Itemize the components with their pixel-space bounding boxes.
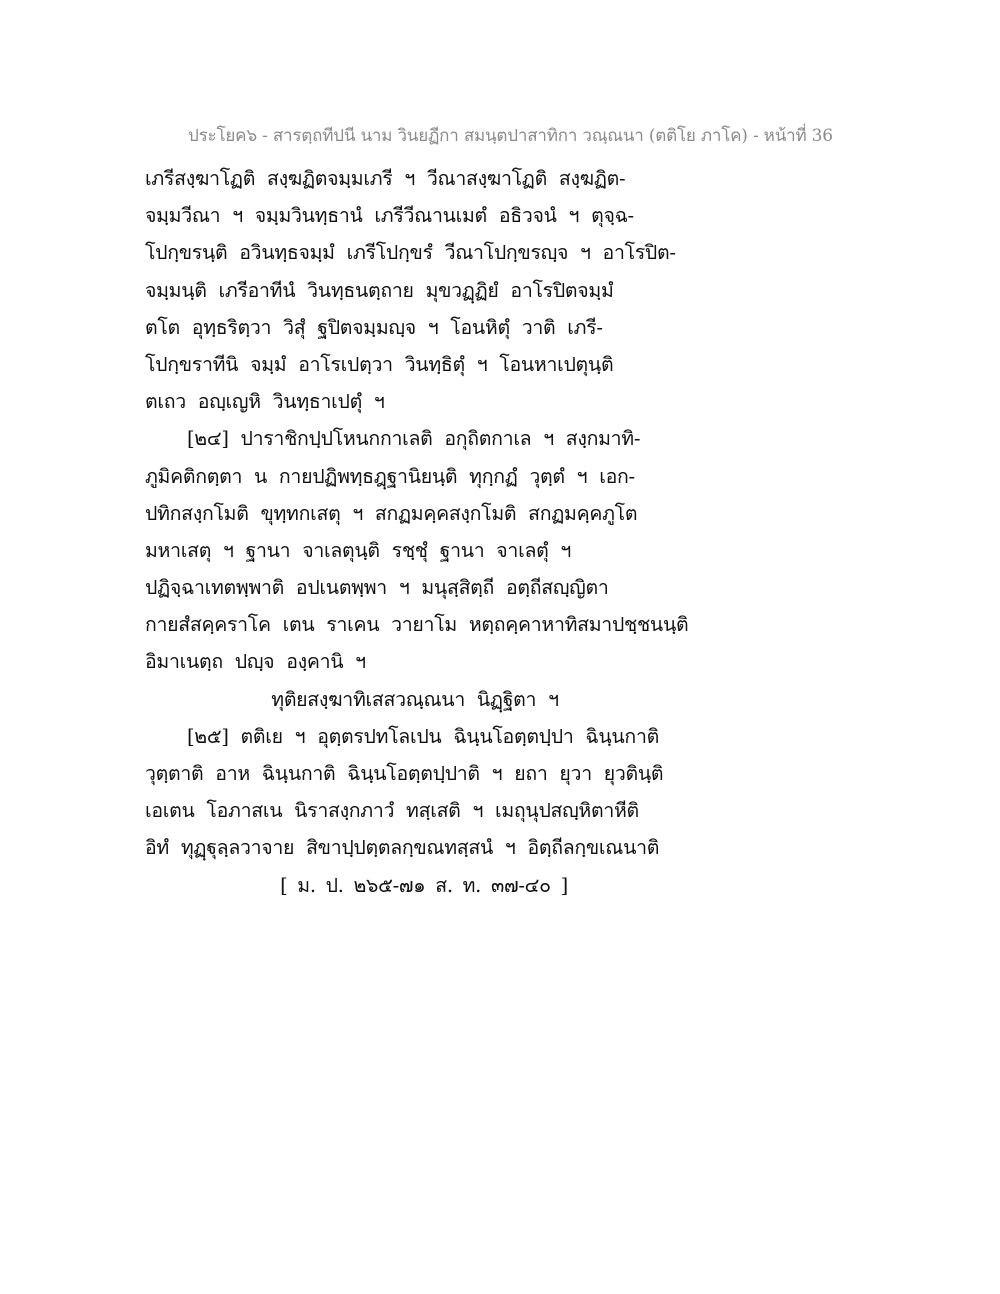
paragraph-24-start: [๒๔] ปาราชิกปฺปโหนกกาเลติ อกุถิตกาเล ฯ สงฺกมาทิ-: [187, 427, 641, 451]
text-line: จมฺมวีณา ฯ จมฺมวินทฺธานํ เภรีวีณานเมตํ อธิวจนํ ฯ ตุจฺฉ-: [145, 204, 634, 228]
page-reference: [ ม. ป. ๒๖๕-๗๑ ส. ท. ๓๗-๔๐ ]: [280, 873, 568, 897]
paragraph-25-start: [๒๕] ตติเย ฯ อุตฺตรปทโลเปน ฉินฺนโอตฺตปฺปา ฉินฺนกาติ: [187, 724, 659, 748]
text-line: วุตฺตาติ อาห ฉินฺนกาติ ฉินฺนโอตฺตปฺปาติ ฯ ยถา ยุวา ยุวตินฺติ: [145, 762, 664, 785]
running-header: ประโยค๖ - สารตฺถทีปนี นาม วินยฏีกา สมนฺตปาสาทิกา วณฺณนา (ตติโย ภาโค) - หน้าที่ 36: [188, 126, 833, 146]
text-line: ตโต อุทฺธริตฺวา วิสุํ ฐปิตจมฺมญฺจ ฯ โอนหิตุํ วาติ เภรี-: [145, 315, 603, 339]
text-line: กายสํสคฺคราโค เตน ราเคน วายาโม หตฺถคฺคาหาทิสมาปชฺชนนฺติ: [145, 613, 689, 637]
text-line: ปฏิจฺฉาเทตพฺพาติ อปเนตพฺพา ฯ มนุสฺสิตฺถี อตฺถีสญฺญิตา: [145, 576, 609, 600]
text-line: ภูมิคติกตฺตา น กายปฏิพทฺธฎฺฐานิยนฺติ ทุกฺกฏํ วุตฺตํ ฯ เอก-: [145, 464, 635, 488]
text-line: ตเถว อญฺเญหิ วินทฺธาเปตุํ ฯ: [145, 390, 385, 414]
body-text: [145, 160, 689, 904]
text-line: อิมาเนตฺถ ปญฺจ องฺคานิ ฯ: [145, 650, 366, 674]
text-line: อิทํ ทุฏฺฐุลฺลวาจาย สิขาปฺปตฺตลกฺขณทสฺสนํ ฯ อิตฺถีลกฺขเณนาติ: [145, 836, 660, 860]
text-line: มหาเสตุ ฯ ฐานา จาเลตุนฺติ รชฺชุํ ฐานา จาเลตุํ ฯ: [145, 538, 571, 562]
text-line: ปทิกสงฺกโมติ ขุทฺทกเสตุ ฯ สกฏมคฺคสงฺกโมติ สกฏมคฺคภูโต: [145, 501, 638, 525]
section-end-heading: ทุติยสงฺฆาทิเสสวณฺณนา นิฏฺฐิตา ฯ: [271, 687, 559, 711]
text-line: จมฺมนฺติ เภรีอาทีนํ วินทฺธนตฺถาย มุขวฏฺฏิยํ อาโรปิตจมฺมํ: [145, 278, 614, 302]
text-line: โปกฺขราทีนิ จมฺมํ อาโรเปตฺวา วินทฺธิตุํ ฯ โอนหาเปตุนฺติ: [145, 352, 614, 376]
text-line: เภรีสงฺฆาโฏติ สงฺฆฏิตจมฺมเภรี ฯ วีณาสงฺฆาโฏติ สงฺฆฏิต-: [145, 167, 626, 190]
text-line: เอเตน โอภาสเน นิราสงฺกภาวํ ทสฺเสติ ฯ เมถุนุปสญฺหิตาหีติ: [145, 799, 639, 823]
text-line: โปกฺขรนฺติ อวินทฺธจมฺมํ เภรีโปกฺขรํ วีณาโปกฺขรญฺจ ฯ อาโรปิต-: [145, 241, 676, 265]
